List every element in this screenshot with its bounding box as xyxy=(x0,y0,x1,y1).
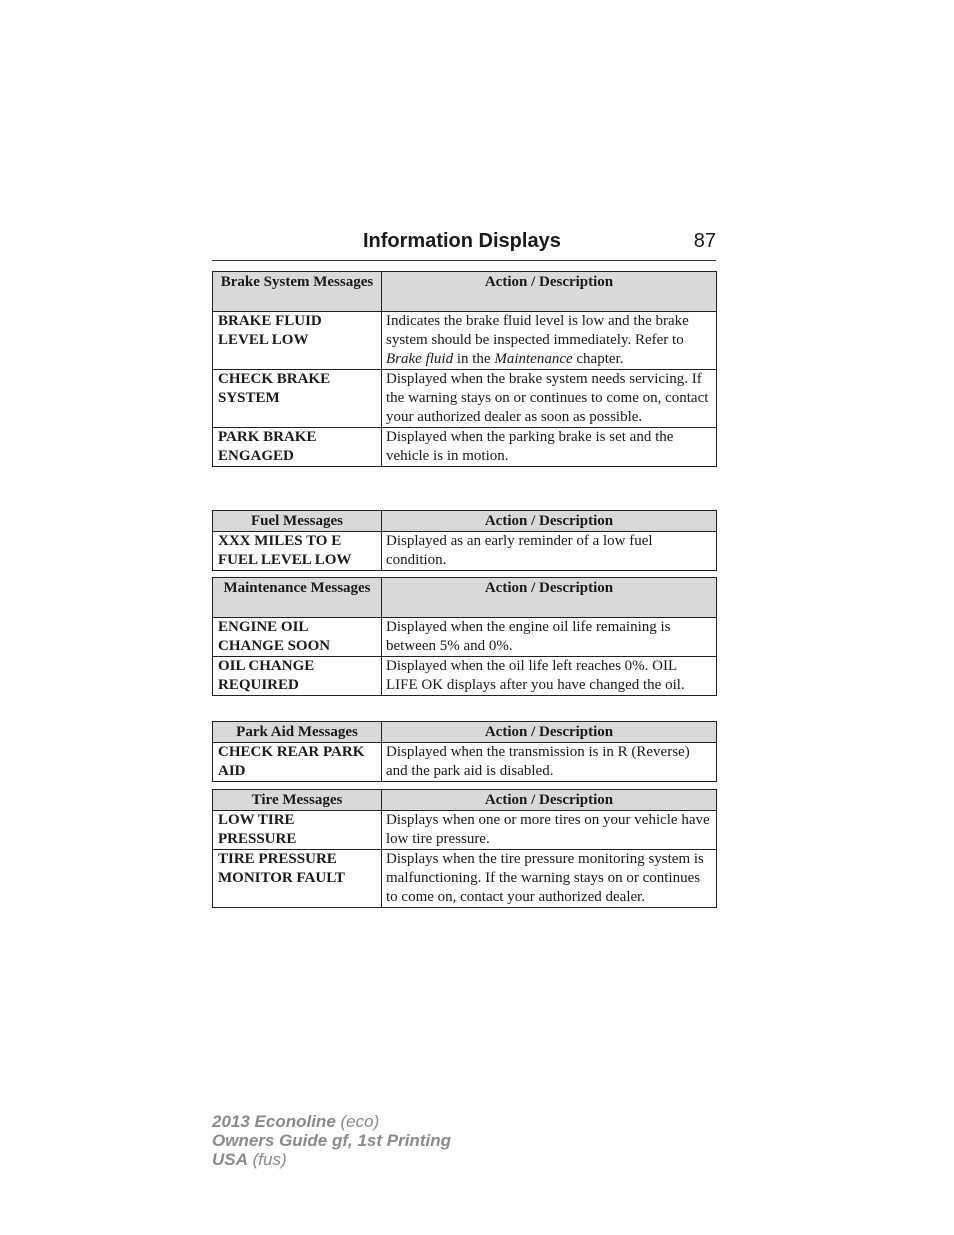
message-name: CHECK REAR PARK AID xyxy=(213,743,382,782)
page-header xyxy=(212,228,716,261)
message-description xyxy=(382,312,717,370)
message-name: XXX MILES TO E FUEL LEVEL LOW xyxy=(213,532,382,571)
message-description: Displayed when the engine oil life remaining is between 5% and 0%. xyxy=(382,618,717,657)
table-row xyxy=(213,428,717,467)
footer-guide: Owners Guide gf, 1st Printing xyxy=(212,1131,451,1150)
footer-region-code: (fus) xyxy=(252,1150,287,1169)
message-description: Displayed when the parking brake is set and the vehicle is in motion. xyxy=(382,428,717,467)
message-description: Displayed as an early reminder of a low fuel condition. xyxy=(382,532,717,571)
table-row xyxy=(213,618,717,657)
table-row xyxy=(213,811,717,850)
message-name: PARK BRAKE ENGAGED xyxy=(213,428,382,467)
column-header-action: Action / Description xyxy=(382,722,717,743)
table-header-row xyxy=(213,578,717,618)
table-header-row xyxy=(213,790,717,811)
description-reference: Brake fluid xyxy=(386,351,454,367)
section-title: Information Displays xyxy=(363,230,561,252)
table-header-row xyxy=(213,722,717,743)
table-row xyxy=(213,312,717,370)
park-aid-messages-table xyxy=(212,721,717,782)
table-header-row xyxy=(213,511,717,532)
table-row xyxy=(213,657,717,696)
page-footer xyxy=(212,1112,451,1169)
description-reference: Maintenance xyxy=(494,351,573,367)
footer-line xyxy=(212,1112,451,1131)
message-name: CHECK BRAKE SYSTEM xyxy=(213,370,382,428)
column-header-action: Action / Description xyxy=(382,272,717,312)
message-description: Displayed when the transmission is in R (Reverse) and the park aid is disabled. xyxy=(382,743,717,782)
message-name: LOW TIRE PRESSURE xyxy=(213,811,382,850)
description-text: Indicates the brake fluid level is low and the brake system should be inspected immediately. Refer to xyxy=(386,313,689,348)
table-row xyxy=(213,850,717,908)
column-header-messages: Tire Messages xyxy=(213,790,382,811)
table-row xyxy=(213,532,717,571)
column-header-action: Action / Description xyxy=(382,790,717,811)
column-header-messages: Brake System Messages xyxy=(213,272,382,312)
footer-line xyxy=(212,1150,451,1169)
message-name: ENGINE OIL CHANGE SOON xyxy=(213,618,382,657)
maintenance-messages-table xyxy=(212,577,717,696)
description-text: chapter. xyxy=(572,351,624,367)
footer-region: USA xyxy=(212,1150,248,1169)
description-text: in the xyxy=(453,351,495,367)
column-header-messages: Fuel Messages xyxy=(213,511,382,532)
page-number: 87 xyxy=(693,230,716,252)
message-description: Displays when the tire pressure monitoring system is malfunctioning. If the warning stays on or continues to come on, contact your authorized dealer. xyxy=(382,850,717,908)
message-name: OIL CHANGE REQUIRED xyxy=(213,657,382,696)
footer-model: 2013 Econoline xyxy=(212,1112,336,1131)
table-header-row xyxy=(213,272,717,312)
message-description: Displays when one or more tires on your vehicle have low tire pressure. xyxy=(382,811,717,850)
table-row xyxy=(213,743,717,782)
footer-line xyxy=(212,1131,451,1150)
brake-messages-table xyxy=(212,271,717,467)
column-header-messages: Park Aid Messages xyxy=(213,722,382,743)
column-header-action: Action / Description xyxy=(382,511,717,532)
column-header-messages: Maintenance Messages xyxy=(213,578,382,618)
message-description: Displayed when the oil life left reaches 0%. OIL LIFE OK displays after you have changed the oil. xyxy=(382,657,717,696)
footer-model-code: (eco) xyxy=(340,1112,380,1131)
tire-messages-table xyxy=(212,789,717,908)
message-name: BRAKE FLUID LEVEL LOW xyxy=(213,312,382,370)
table-row xyxy=(213,370,717,428)
fuel-messages-table xyxy=(212,510,717,571)
message-description: Displayed when the brake system needs servicing. If the warning stays on or continues to come on, contact your authorized dealer as soon as possible. xyxy=(382,370,717,428)
message-name: TIRE PRESSURE MONITOR FAULT xyxy=(213,850,382,908)
column-header-action: Action / Description xyxy=(382,578,717,618)
